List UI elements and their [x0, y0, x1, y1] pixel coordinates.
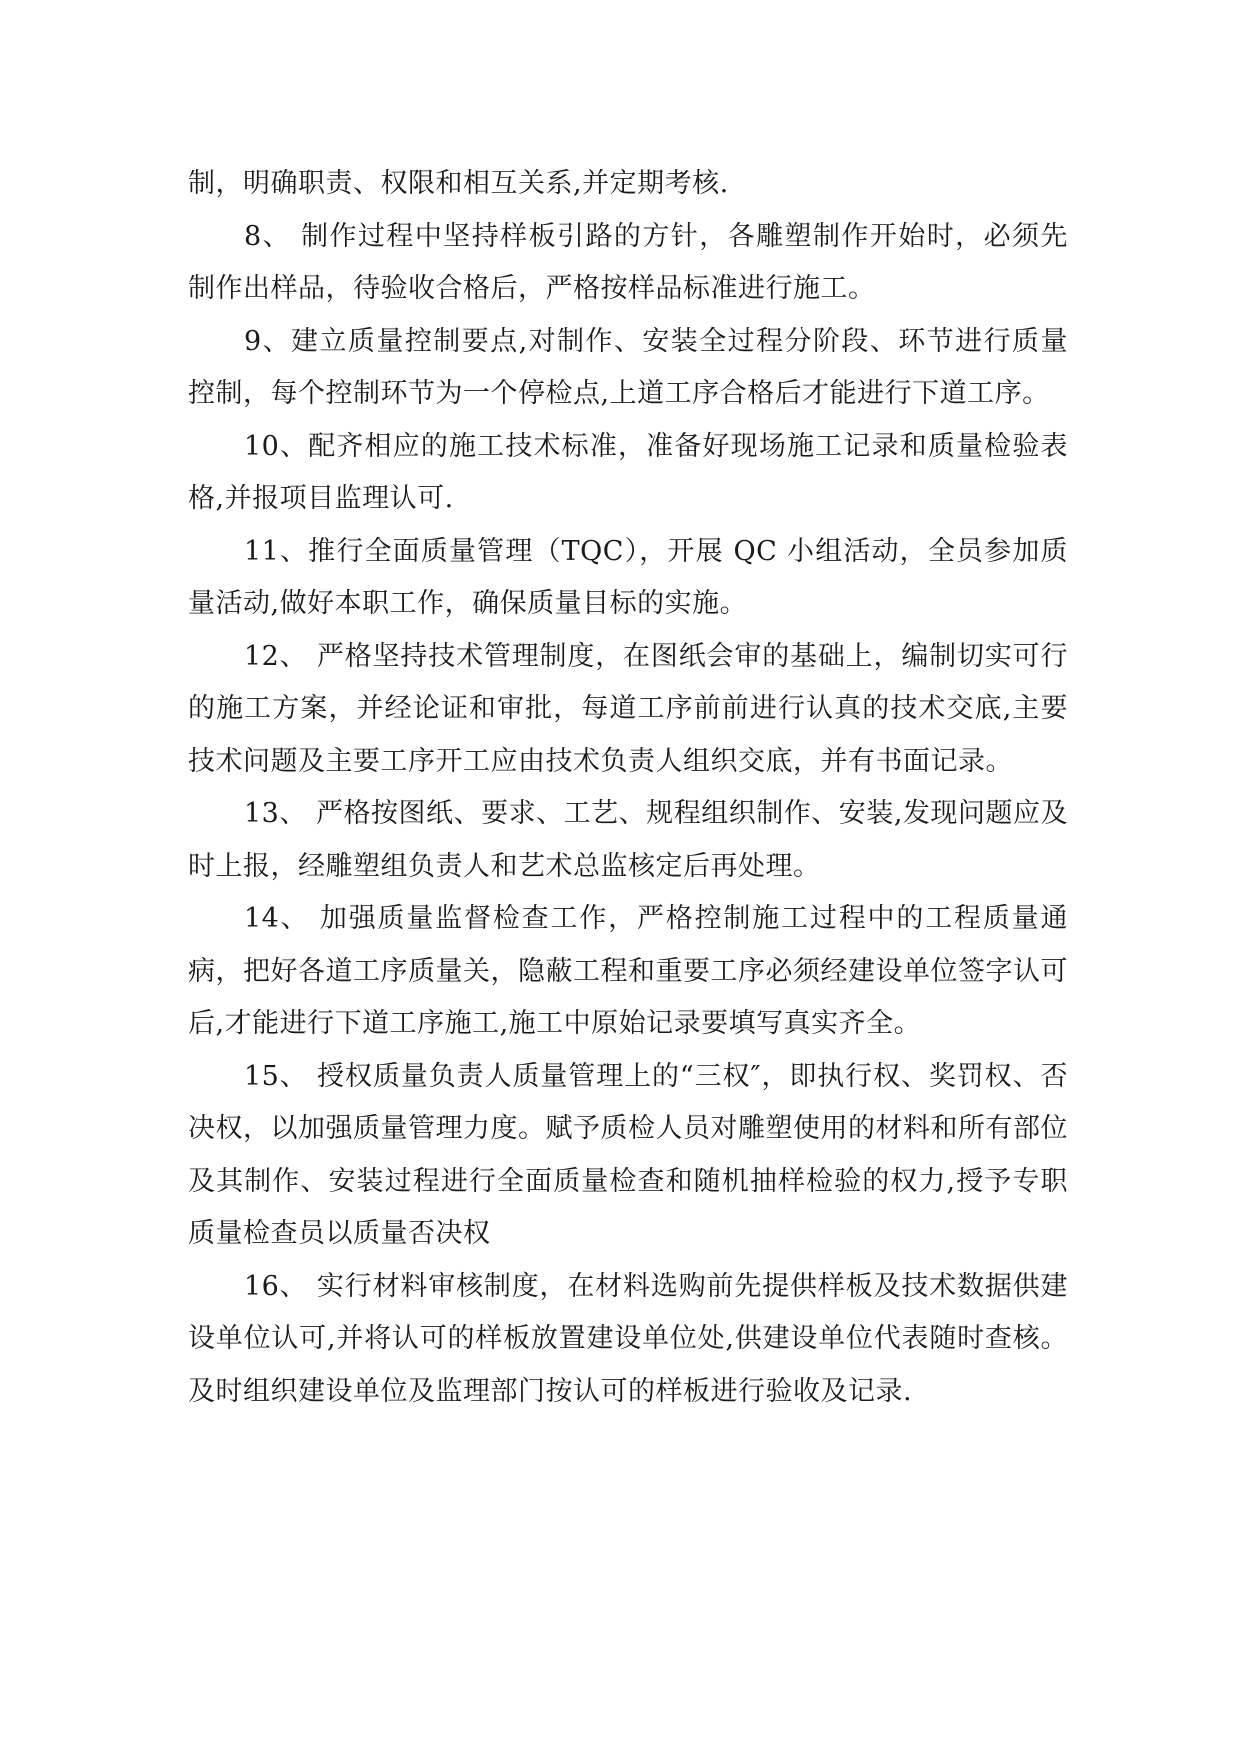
paragraph-item-8: 8、 制作过程中坚持样板引路的方针，各雕塑制作开始时，必须先制作出样品，待验收合格后，严格按样品标准进行施工。	[188, 220, 1068, 304]
paragraph-item-11: 11、推行全面质量管理（TQC），开展 QC 小组活动，全员参加质量活动,做好本职工作，确保质量目标的实施。	[188, 535, 1068, 619]
paragraph-item-12: 12、 严格坚持技术管理制度，在图纸会审的基础上，编制切实可行的施工方案，并经论证和审批，每道工序前前进行认真的技术交底,主要技术问题及主要工序开工应由技术负责人组织交底，并有书面记录。	[188, 640, 1068, 777]
paragraph-item-9: 9、建立质量控制要点,对制作、安装全过程分阶段、环节进行质量控制，每个控制环节为一个停检点,上道工序合格后才能进行下道工序。	[188, 325, 1068, 409]
paragraph-item-15: 15、 授权质量负责人质量管理上的“三权″，即执行权、奖罚权、否决权，以加强质量管理力度。赋予质检人员对雕塑使用的材料和所有部位及其制作、安装过程进行全面质量检查和随机抽样检验的权力,授予专职质量检查员以质量否决权	[188, 1060, 1068, 1249]
document-body	[188, 158, 1068, 1418]
paragraph-item-14: 14、 加强质量监督检查工作，严格控制施工过程中的工程质量通病，把好各道工序质量关，隐蔽工程和重要工序必须经建设单位签字认可后,才能进行下道工序施工,施工中原始记录要填写真实齐全。	[188, 903, 1068, 1039]
paragraph-continuation: 制，明确职责、权限和相互关系,并定期考核.	[188, 168, 729, 199]
paragraph-item-10: 10、配齐相应的施工技术标准，准备好现场施工记录和质量检验表格,并报项目监理认可.	[188, 430, 1068, 514]
paragraph-item-13: 13、 严格按图纸、要求、工艺、规程组织制作、安装,发现问题应及时上报，经雕塑组负责人和艺术总监核定后再处理。	[188, 798, 1068, 882]
paragraph-item-16: 16、 实行材料审核制度，在材料选购前先提供样板及技术数据供建设单位认可,并将认可的样板放置建设单位处,供建设单位代表随时查核。及时组织建设单位及监理部门按认可的样板进行验收及记录.	[188, 1270, 1068, 1407]
